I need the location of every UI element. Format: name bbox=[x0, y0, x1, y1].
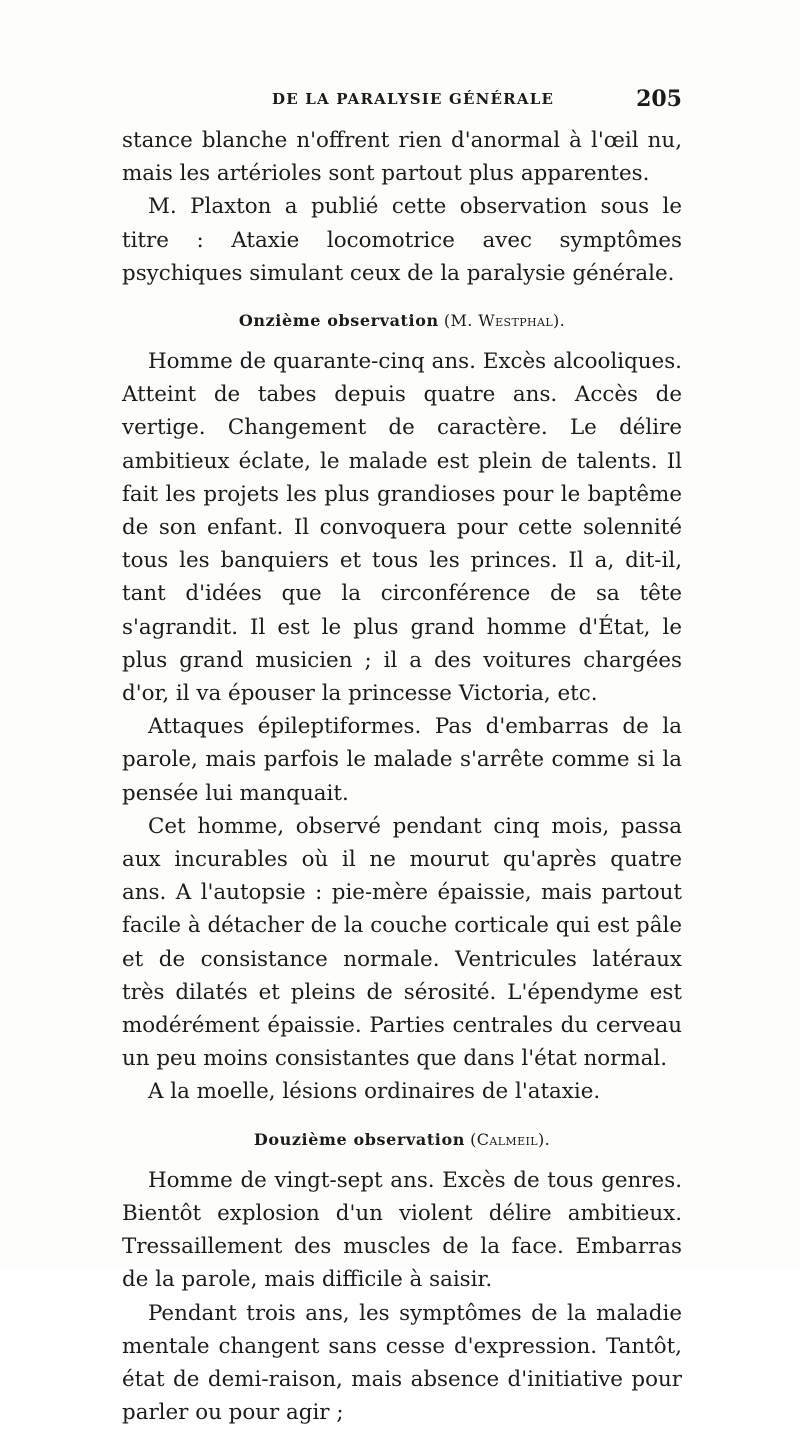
page-body bbox=[122, 124, 682, 1429]
paragraph-continuation: stance blanche n'offrent rien d'anormal à l'œil nu, mais les artérioles sont partout plus apparentes. bbox=[122, 124, 682, 190]
heading-author: (M. Westphal). bbox=[444, 311, 565, 330]
paragraph-plaxton: M. Plaxton a publié cette observation sous le titre : Ataxie locomotrice avec symptômes psychiques simulant ceux de la paralysie générale. bbox=[122, 190, 682, 290]
heading-title: Douzième observation bbox=[254, 1130, 465, 1149]
page-number: 205 bbox=[636, 86, 682, 112]
page-header bbox=[122, 86, 682, 116]
paragraph-case-twelve: Homme de vingt-sept ans. Excès de tous genres. Bientôt explosion d'un violent délire ambitieux. Tressaillement des muscles de la face. Embarras de la parole, mais difficile à saisir. bbox=[122, 1164, 682, 1297]
section-heading-eleventh bbox=[122, 304, 682, 337]
paragraph-three-years: Pendant trois ans, les symptômes de la maladie mentale changent sans cesse d'expression. Tantôt, état de demi-raison, mais absence d'initiative pour parler ou pour agir ; bbox=[122, 1297, 682, 1429]
paragraph-attacks: Attaques épileptiformes. Pas d'embarras de la parole, mais parfois le malade s'arrête comme si la pensée lui manquait. bbox=[122, 710, 682, 810]
paragraph-autopsy: Cet homme, observé pendant cinq mois, passa aux incurables où il ne mourut qu'après quatre ans. A l'autopsie : pie-mère épaissie, mais partout facile à détacher de la couche corticale qui est pâle et de consistance normale. Ventricules latéraux très dilatés et pleins de sérosité. L'épendyme est modérément épaissie. Parties centrales du cerveau un peu moins consistantes que dans l'état normal. bbox=[122, 810, 682, 1076]
paragraph-case-eleven: Homme de quarante-cinq ans. Excès alcooliques. Atteint de tabes depuis quatre ans. Accès de vertige. Changement de caractère. Le délire ambitieux éclate, le malade est plein de talents. Il fait les projets les plus grandioses pour le baptême de son enfant. Il convoquera pour cette solennité tous les banquiers et tous les princes. Il a, dit-il, tant d'idées que la circonférence de sa tête s'agrandit. Il est le plus grand homme d'État, le plus grand musicien ; il a des voitures chargées d'or, il va épouser la princesse Victoria, etc. bbox=[122, 345, 682, 710]
section-heading-twelfth bbox=[122, 1123, 682, 1156]
heading-title: Onzième observation bbox=[239, 311, 439, 330]
running-title: DE LA PARALYSIE GÉNÉRALE bbox=[272, 90, 554, 108]
paragraph-spinal-cord: A la moelle, lésions ordinaires de l'ataxie. bbox=[122, 1075, 682, 1108]
heading-author: (Calmeil). bbox=[470, 1130, 550, 1149]
